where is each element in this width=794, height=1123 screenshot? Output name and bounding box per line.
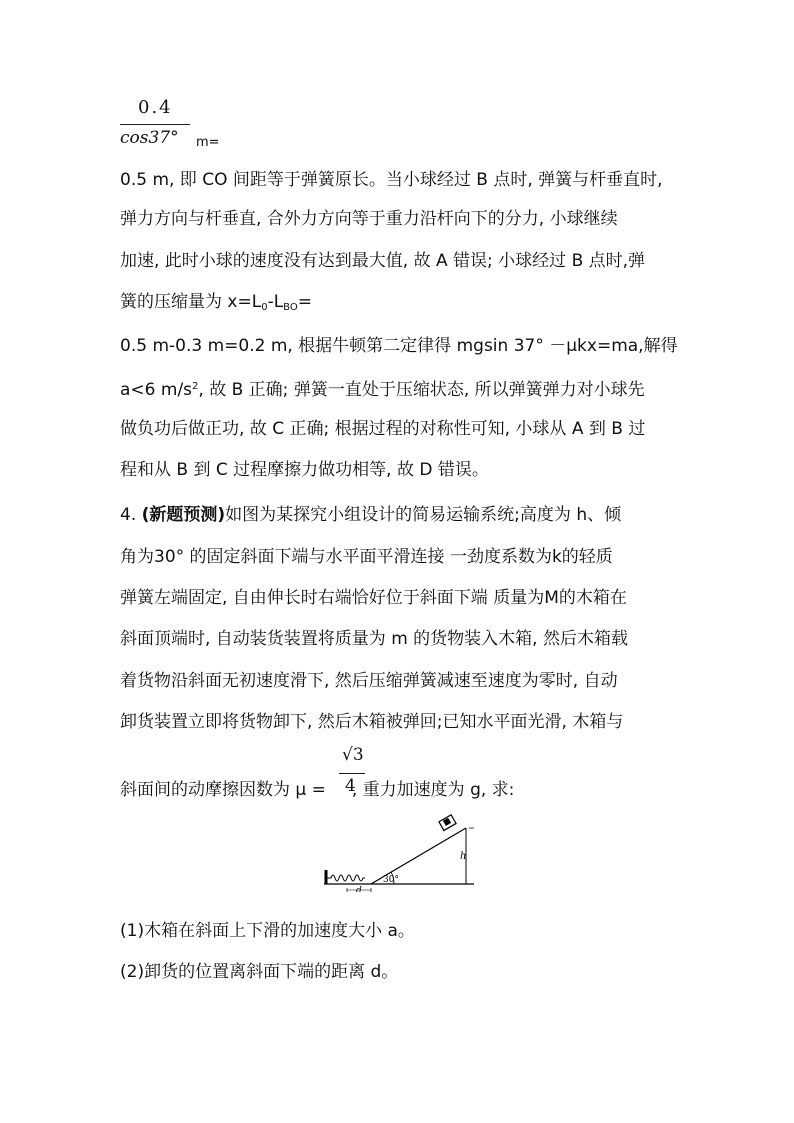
compression-equals: = xyxy=(297,292,312,312)
problem-line-5: 着货物沿斜面无初速度滑下, 然后压缩弹簧减速至速度为零时, 自动 xyxy=(120,671,618,691)
solution-line-5: 0.5 m-0.3 m=0.2 m, 根据牛顿第二定律得 mgsin 37° －μkx=ma,解得 xyxy=(120,336,678,356)
answer-b-text: , 故 B 正确; 弹簧一直处于压缩状态, 所以弹簧弹力对小球先 xyxy=(198,380,645,400)
problem-line-6: 卸货装置立即将货物卸下, 然后木箱被弹回;已知水平面光滑, 木箱与 xyxy=(120,712,624,732)
mu-label: 斜面间的动摩擦因数为 μ = xyxy=(120,780,326,800)
subscript-bo: BO xyxy=(283,302,298,313)
problem-tag: (新题预测) xyxy=(141,505,226,525)
solution-line-1: 0.5 m, 即 CO 间距等于弹簧原长。当小球经过 B 点时, 弹簧与杆垂直时, xyxy=(120,170,663,190)
height-label: h xyxy=(460,851,467,862)
mu-denominator: 4 xyxy=(345,776,356,796)
compression-text: 簧的压缩量为 x=L xyxy=(120,292,262,312)
problem-intro: 如图为某探究小组设计的简易运输系统;高度为 h、倾 xyxy=(225,505,622,525)
problem-number: 4. xyxy=(120,505,137,525)
problem-line-1 xyxy=(120,505,621,525)
incline-diagram xyxy=(314,812,484,892)
fraction-bar xyxy=(120,124,190,125)
angle-label: 30° xyxy=(383,875,399,885)
superscript-2: 2 xyxy=(192,381,199,392)
acceleration-text: a<6 m/s xyxy=(120,380,193,400)
problem-line-4: 斜面顶端时, 自动装货装置将质量为 m 的货物装入木箱, 然后木箱载 xyxy=(120,629,628,649)
solution-line-2: 弹力方向与杆垂直, 合外力方向等于重力沿杆向下的分力, 小球继续 xyxy=(120,209,618,229)
solution-line-4 xyxy=(120,292,312,318)
solution-line-3: 加速, 此时小球的速度没有达到最大值, 故 A 错误; 小球经过 B 点时,弹 xyxy=(120,251,646,271)
problem-line-2: 角为30° 的固定斜面下端与水平面平滑连接 一劲度系数为k的轻质 xyxy=(120,547,613,567)
fraction-suffix: m= xyxy=(196,135,220,150)
solution-line-6 xyxy=(120,377,645,400)
mu-fraction-bar xyxy=(339,773,365,774)
mu-numerator: √3 xyxy=(342,745,364,765)
compression-minus: -L xyxy=(267,292,284,312)
box xyxy=(439,815,456,831)
question-2: (2)卸货的位置离斜面下端的距离 d。 xyxy=(120,962,399,982)
subscript-0: 0 xyxy=(261,302,268,313)
question-1: (1)木箱在斜面上下滑的加速度大小 a。 xyxy=(120,921,415,941)
gravity-text: , 重力加速度为 g, 求: xyxy=(351,780,515,800)
problem-line-7 xyxy=(120,780,514,800)
distance-label: d xyxy=(356,886,362,892)
solution-line-7: 做负功后做正功, 故 C 正确; 根据过程的对称性可知, 小球从 A 到 B 过 xyxy=(120,419,646,439)
spring xyxy=(327,875,365,881)
fraction-denominator: cos37° xyxy=(120,128,179,148)
fraction-numerator: 0.4 xyxy=(138,97,173,118)
solution-line-8: 程和从 B 到 C 过程摩擦力做功相等, 故 D 错误。 xyxy=(120,460,489,480)
problem-line-3: 弹簧左端固定, 自由伸长时右端恰好位于斜面下端 质量为M的木箱在 xyxy=(120,588,627,608)
